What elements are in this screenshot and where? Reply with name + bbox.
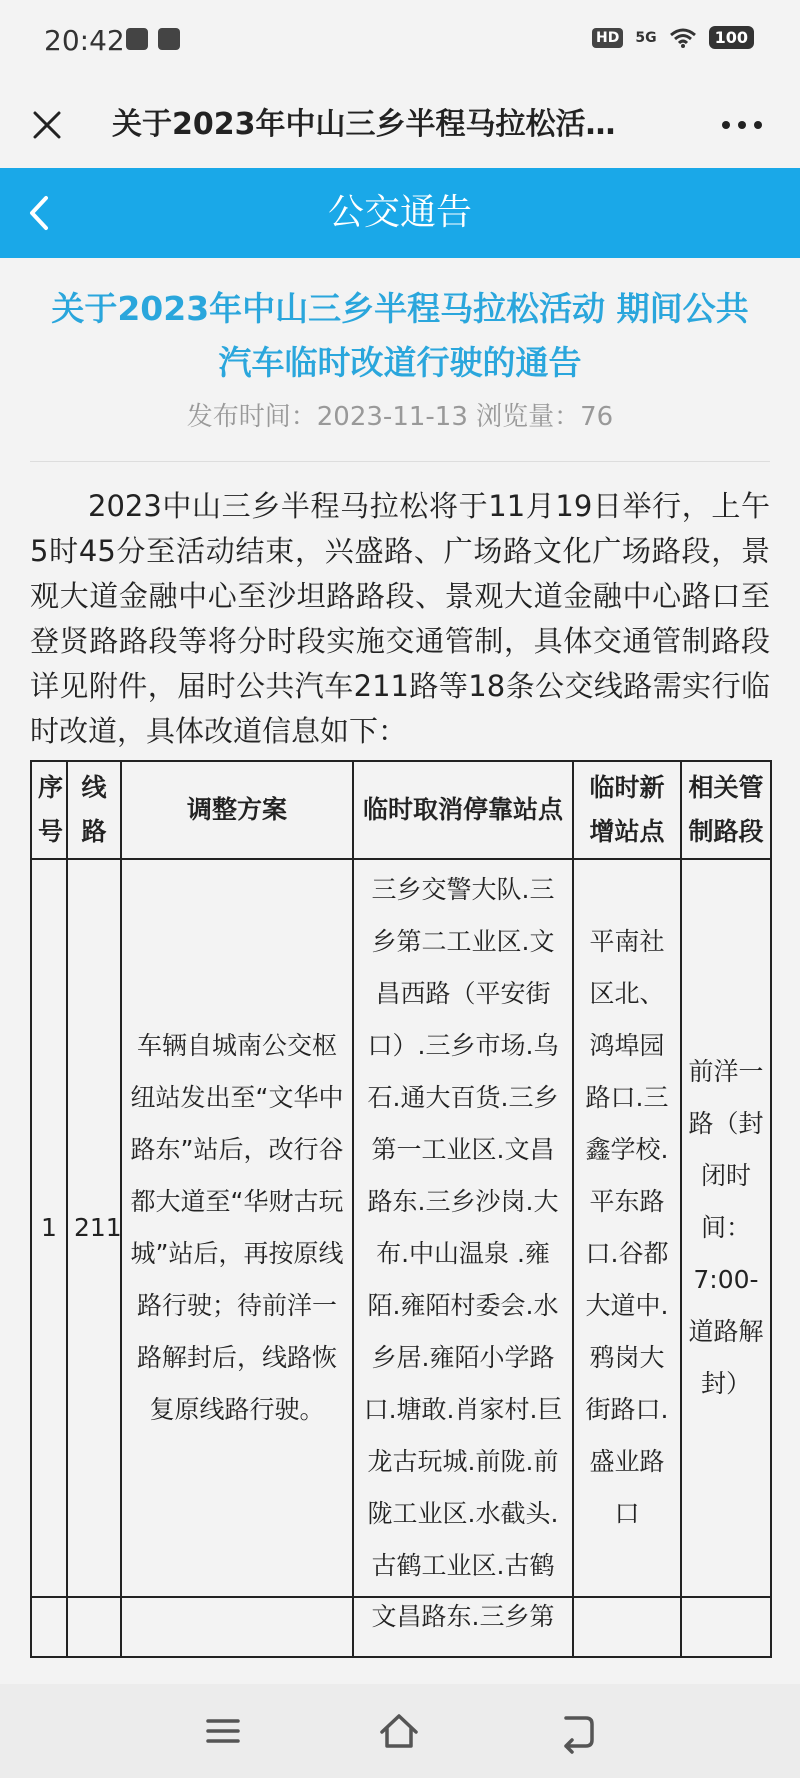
system-nav-bar bbox=[0, 1684, 800, 1778]
cell-seq: 1 bbox=[31, 859, 67, 1597]
table-row bbox=[31, 859, 771, 1597]
divider bbox=[30, 461, 770, 462]
close-icon[interactable] bbox=[22, 100, 72, 150]
notification-app-icon bbox=[126, 28, 148, 50]
back-icon[interactable] bbox=[552, 1706, 602, 1756]
back-chevron-icon[interactable] bbox=[14, 186, 68, 240]
home-icon[interactable] bbox=[374, 1706, 424, 1756]
more-dot-icon bbox=[722, 121, 730, 129]
route-change-table-wrap bbox=[30, 760, 770, 1658]
cell-new-stops: 平南社区北、鸿埠园路口.三鑫学校.平东路口.谷都大道中.鸦岗大街路口.盛业路口 bbox=[573, 859, 681, 1597]
article-meta: 发布时间：2023-11-13 浏览量：76 bbox=[186, 402, 614, 432]
clipboard-check-icon bbox=[158, 28, 180, 50]
header-control-roads: 相关管制路段 bbox=[681, 761, 771, 859]
article-intro: 2023中山三乡半程马拉松将于11月19日举行，上午5时45分至活动结束，兴盛路、广场路文化广场路段，景观大道金融中心至沙坦路路段、景观大道金融中心路口至登贤路路段等将分时段实施交通管制，具体交通管制路段详见附件，届时公共汽车211路等18条公交线路需实行临时改道，具体改道信息如下： bbox=[30, 489, 770, 748]
page-title: 关于2023年中山三乡半程马拉松活… bbox=[112, 107, 616, 142]
status-left-icons bbox=[126, 28, 180, 50]
header-line: 线路 bbox=[67, 761, 121, 859]
header-seq: 序号 bbox=[31, 761, 67, 859]
table-row bbox=[31, 1597, 771, 1657]
more-dot-icon bbox=[754, 121, 762, 129]
wifi-icon bbox=[669, 27, 697, 49]
header-plan: 调整方案 bbox=[121, 761, 353, 859]
status-right bbox=[592, 26, 754, 49]
more-dot-icon bbox=[738, 121, 746, 129]
battery-icon: 100 bbox=[709, 26, 754, 49]
status-bar bbox=[0, 0, 800, 84]
header-cancelled-stops: 临时取消停靠站点 bbox=[353, 761, 573, 859]
section-header bbox=[0, 168, 800, 258]
cell-line bbox=[67, 1597, 121, 1657]
cell-seq bbox=[31, 1597, 67, 1657]
article-title: 关于2023年中山三乡半程马拉松活动 期间公共汽车临时改道行驶的通告 bbox=[51, 289, 749, 382]
cell-cancelled-stops: 三乡交警大队.三乡第二工业区.文昌西路（平安街口）.三乡市场.乌石.通大百货.三乡第一工业区.文昌路东.三乡沙岗.大布.中山温泉 .雍陌.雍陌村委会.水乡居.雍陌小学路口.塘敢.肖家村.巨龙古玩城.前陇.前陇工业区.水截头.古鹤工业区.古鹤 bbox=[353, 859, 573, 1597]
app-bar bbox=[0, 84, 800, 168]
network-5g: 5G bbox=[635, 29, 657, 46]
table-header-row bbox=[31, 761, 771, 859]
route-change-table bbox=[30, 760, 772, 1658]
more-options-button[interactable] bbox=[712, 102, 772, 148]
header-new-stops: 临时新增站点 bbox=[573, 761, 681, 859]
cell-cancelled-stops: 文昌路东.三乡第 bbox=[353, 1597, 573, 1657]
cell-new-stops bbox=[573, 1597, 681, 1657]
status-time: 20:42 bbox=[44, 24, 125, 57]
cell-control-roads bbox=[681, 1597, 771, 1657]
cell-plan bbox=[121, 1597, 353, 1657]
article-content[interactable] bbox=[0, 258, 800, 1684]
menu-icon[interactable] bbox=[198, 1706, 248, 1756]
hd-badge: HD bbox=[592, 28, 623, 48]
section-title: 公交通告 bbox=[327, 192, 472, 233]
cell-control-roads: 前洋一路（封闭时间：7:00-道路解封） bbox=[681, 859, 771, 1597]
cell-line: 211 bbox=[67, 859, 121, 1597]
cell-plan: 车辆自城南公交枢纽站发出至“文华中路东”站后，改行谷都大道至“华财古玩城”站后，再按原线路行驶；待前洋一路解封后，线路恢复原线路行驶。 bbox=[121, 859, 353, 1597]
